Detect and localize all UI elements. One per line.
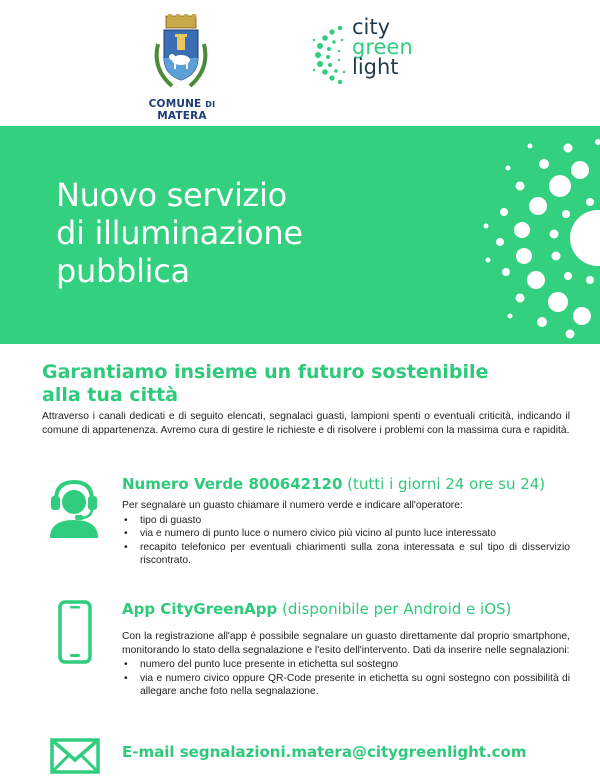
app-intro: Con la registrazione all'app è possibile segnalare un guasto direttamente dal proprio smartphone, monitorando lo stato della segnalazione e l'esito dell'intervento. Dati da inserire nelle segnalazioni: — [122, 631, 570, 656]
decorative-dots-graphic — [470, 126, 600, 344]
hero-banner — [0, 126, 600, 344]
lead-heading: Garantiamo insieme un futuro sostenibile alla tua città — [42, 361, 489, 406]
comune-di-matera-label: COMUNE DI MATERA — [148, 98, 216, 122]
list-item: • numero del punto luce presente in etichetta sul sostegno — [122, 658, 570, 672]
list-item: • recapito telefonico per eventuali chiarimenti sulla zona interessata e sul tipo di disservizio riscontrato. — [122, 541, 570, 568]
email-contact-link[interactable]: E-mail segnalazioni.matera@citygreenlight.com — [122, 743, 527, 761]
smartphone-icon — [58, 600, 92, 664]
app-body — [122, 630, 570, 699]
numero-verde-intro: Per segnalare un guasto chiamare il numero verde e indicare all'operatore: — [122, 500, 463, 511]
matera-crest-logo — [150, 14, 212, 92]
list-item: • via e numero civico oppure QR-Code presente in etichetta su ogni sostegno con possibilità di allegare anche foto nella segnalazione. — [122, 672, 570, 699]
call-center-operator-icon — [44, 476, 104, 538]
page-header — [0, 0, 600, 126]
list-item: • tipo di guasto — [122, 514, 570, 528]
app-list — [122, 658, 570, 699]
app-title: App CityGreenApp (disponibile per Android e iOS) — [122, 600, 512, 618]
envelope-icon — [50, 738, 100, 774]
lead-paragraph: Attraverso i canali dedicati e di seguito elencati, segnalaci guasti, lampioni spenti o eventuali criticità, indicando il comune di appartenenza. Avremo cura di gestire le richieste e di risolvere i problemi con la massima cura e rapidità. — [42, 411, 570, 436]
city-green-light-wordmark: city green light — [352, 15, 413, 79]
list-item: • via e numero di punto luce o numero civico più vicino al punto luce interessato — [122, 527, 570, 541]
hero-title: Nuovo servizio di illuminazione pubblica — [56, 176, 303, 290]
numero-verde-list — [122, 514, 570, 568]
numero-verde-title: Numero Verde 800642120 (tutti i giorni 24 ore su 24) — [122, 475, 546, 493]
numero-verde-body — [122, 499, 570, 568]
